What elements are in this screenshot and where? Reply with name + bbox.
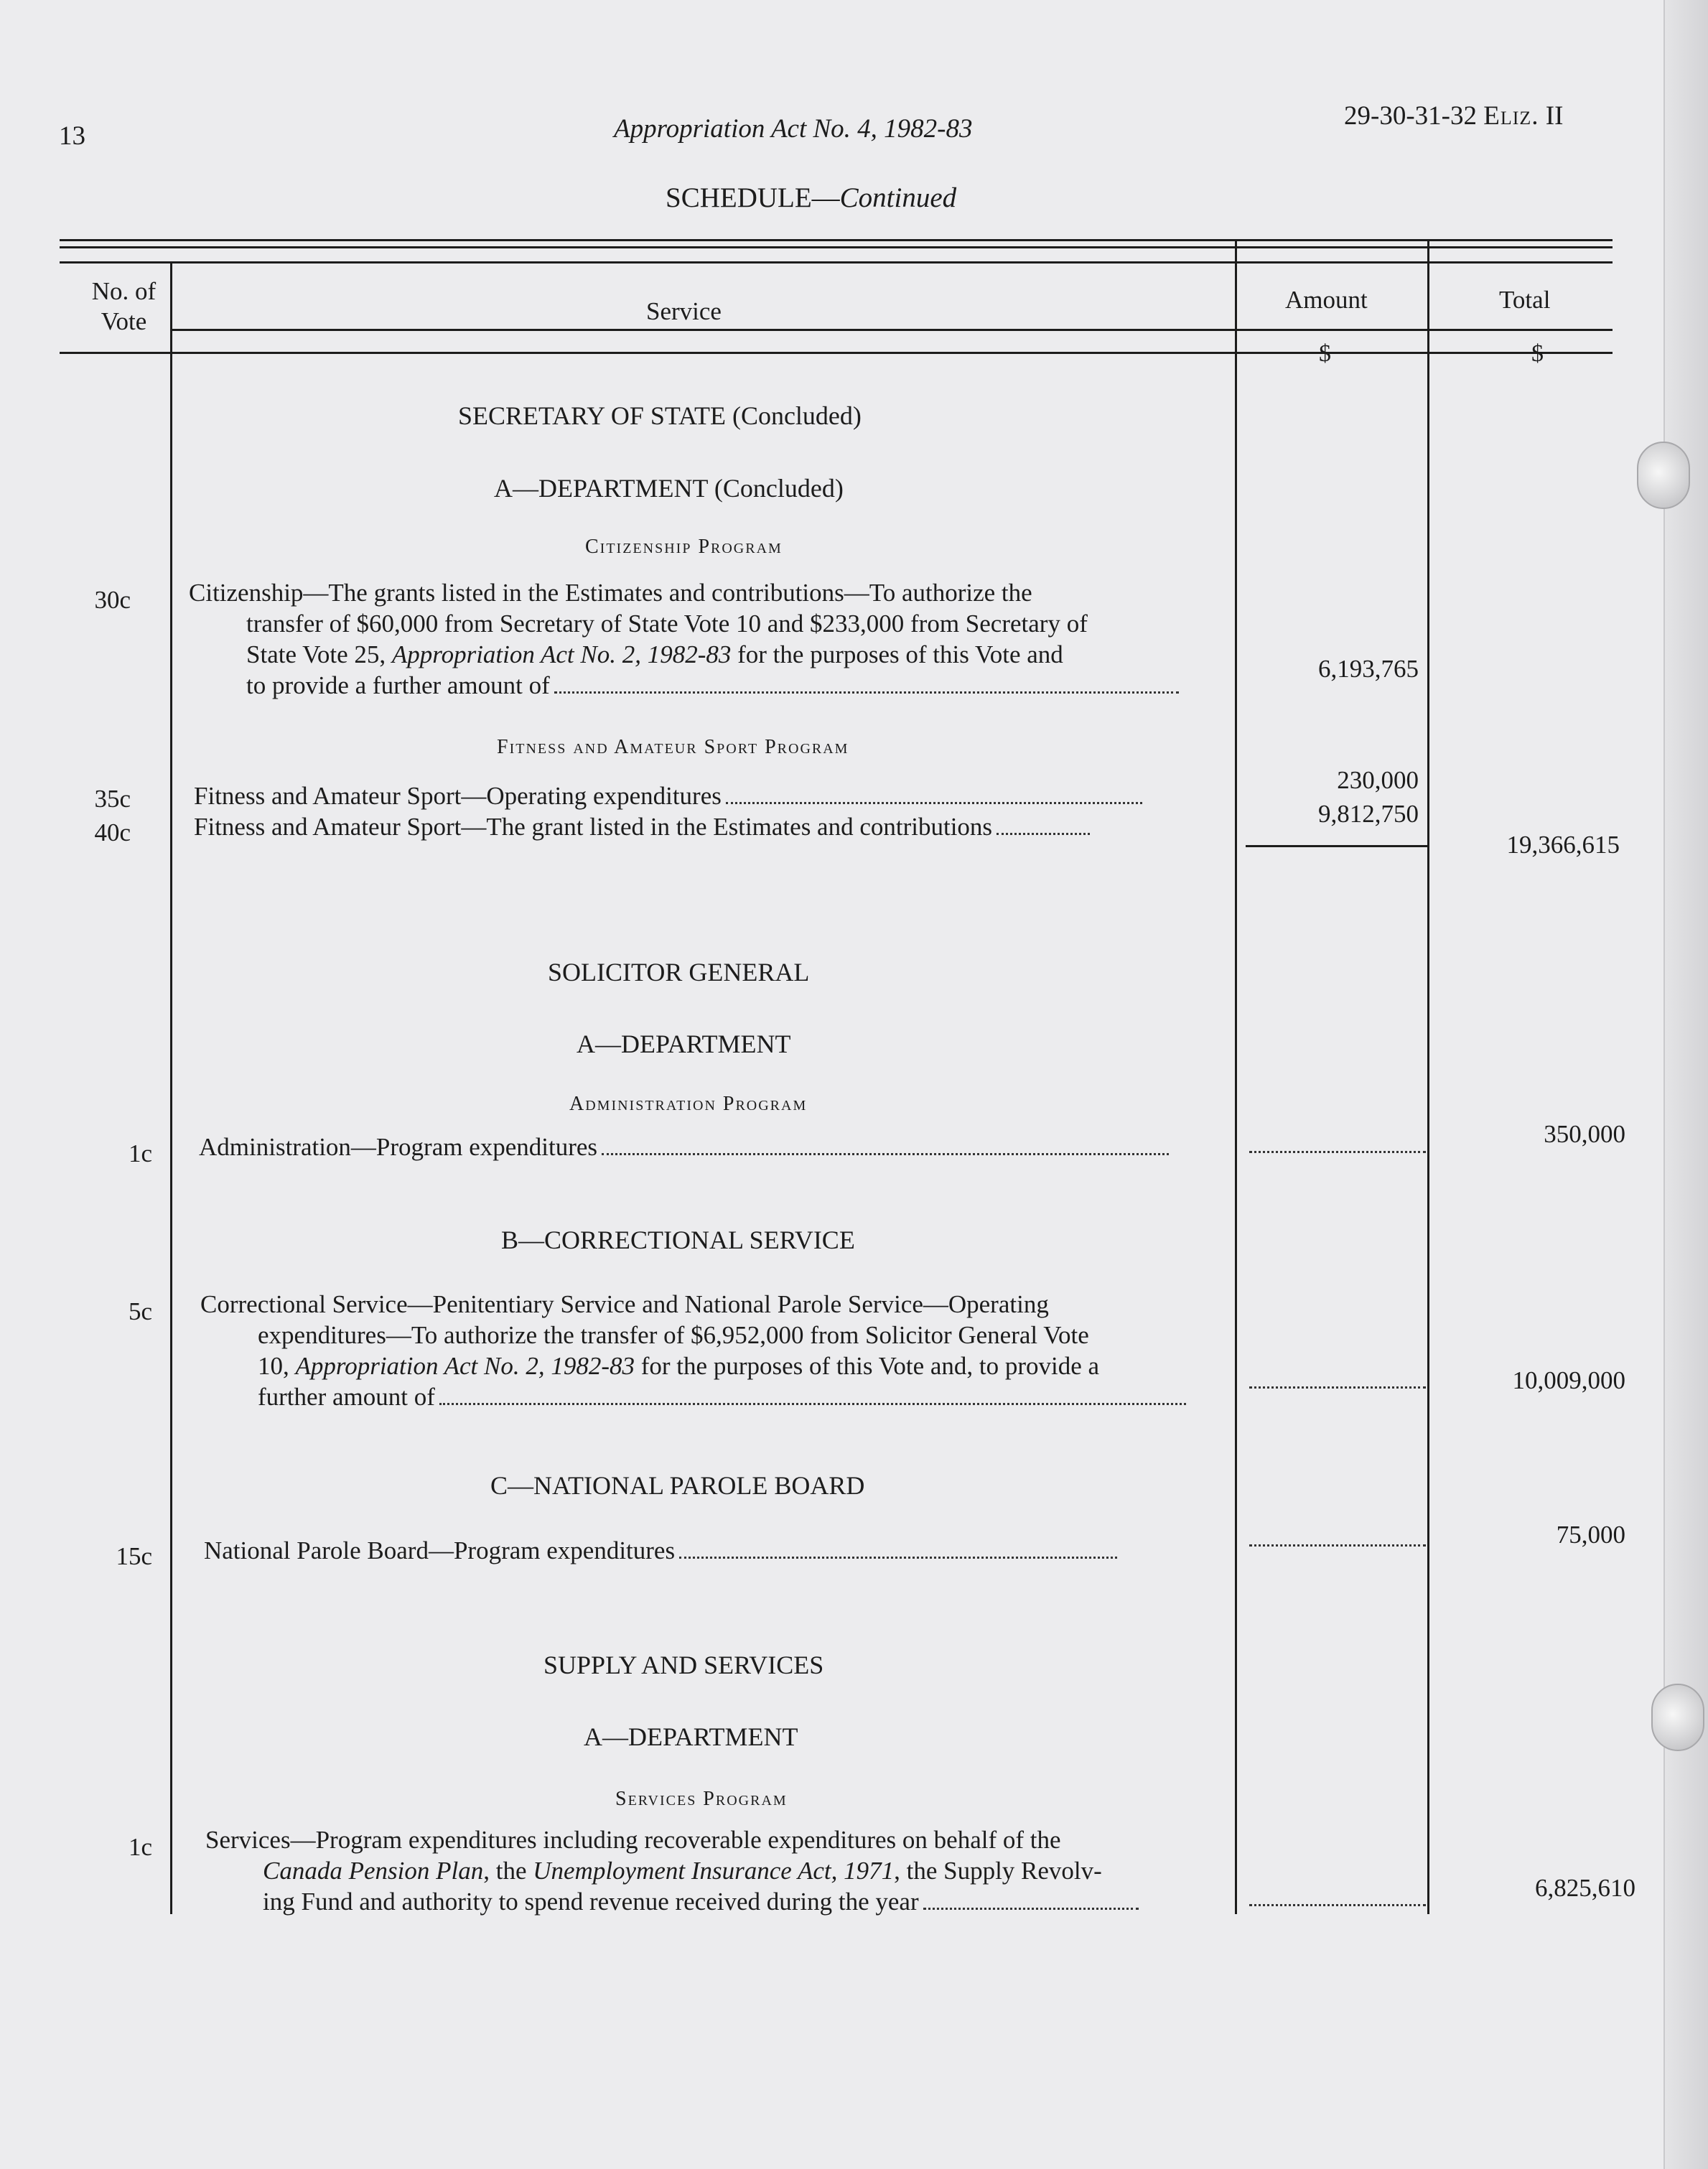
amount-leader [1249, 1544, 1426, 1547]
total-value: 19,366,615 [1506, 831, 1620, 859]
section-heading: SECRETARY OF STATE (Concluded) [458, 401, 862, 430]
column-header-amount: Amount [1285, 286, 1368, 314]
column-header-vote: No. of Vote [91, 277, 157, 335]
regnal-year: 29-30-31-32 Eliz. II [1344, 101, 1564, 131]
column-divider-vote [170, 263, 172, 1914]
vote-number: 1c [128, 1139, 152, 1167]
subsection-heading: A—DEPARTMENT (Concluded) [494, 474, 844, 503]
subsection-heading: A—DEPARTMENT [577, 1030, 791, 1058]
section-heading: SUPPLY AND SERVICES [543, 1651, 824, 1679]
total-value: 75,000 [1556, 1521, 1625, 1549]
column-header-total: Total [1499, 286, 1551, 314]
vote-description: Services—Program expenditures including recoverable expenditures on behalf of the Canada Pension Plan, the Unemployment Insurance Act, 1971, the Supply Revolv- ing Fund and authority to spend revenue received during the year [205, 1824, 1239, 1917]
amount-value: 6,193,765 [1318, 655, 1419, 683]
vote-description: Correctional Service—Penitentiary Service and National Parole Service—Operating expenditures—To authorize the transfer of $6,952,000 from Solicitor General Vote 10, Appropriation Act No. 2, 1982-83 for the purposes of this Vote and, to provide a further amount of [200, 1289, 1234, 1412]
table-top-rule-2 [60, 246, 1613, 248]
column-divider-total [1427, 241, 1429, 1914]
total-unit: $ [1531, 340, 1544, 367]
program-heading: Administration Program [569, 1093, 808, 1115]
schedule-title: SCHEDULE—Continued [666, 182, 957, 213]
table-header-under-rule [170, 329, 1613, 331]
vote-description: National Parole Board—Program expenditures [204, 1535, 1238, 1566]
vote-number: 5c [128, 1297, 152, 1325]
vote-description: Citizenship—The grants listed in the Estimates and contributions—To authorize the transfer of $60,000 from Secretary of State Vote 10 and $233,000 from Secretary of State Vote 25, Appropriation Act No. 2, 1982-83 for the purposes of this Vote and to provide a further amount of [189, 577, 1223, 701]
table-body-rule [60, 352, 1613, 354]
amount-unit: $ [1319, 340, 1331, 367]
subsection-heading: C—NATIONAL PAROLE BOARD [490, 1471, 865, 1500]
vote-number: 40c [94, 818, 131, 846]
amount-leader [1249, 1386, 1426, 1389]
column-divider-amount [1235, 241, 1237, 1914]
page-edge [1663, 0, 1708, 2169]
program-heading: Citizenship Program [585, 536, 783, 558]
amount-leader [1249, 1904, 1426, 1906]
vote-number: 15c [116, 1542, 152, 1570]
table-top-rule [60, 239, 1613, 241]
amount-leader [1249, 1151, 1426, 1153]
binder-ring-hole [1637, 442, 1690, 509]
vote-description: Administration—Program expenditures [199, 1132, 1233, 1162]
column-header-service: Service [646, 297, 722, 325]
vote-description: Fitness and Amateur Sport—Operating expenditures [194, 780, 1228, 811]
vote-number: 35c [94, 785, 131, 813]
section-heading: SOLICITOR GENERAL [548, 958, 810, 986]
subsection-heading: A—DEPARTMENT [584, 1722, 798, 1751]
vote-number: 30c [94, 586, 131, 614]
page-title: Appropriation Act No. 4, 1982-83 [614, 114, 973, 144]
amount-value: 230,000 [1337, 766, 1419, 794]
binder-ring-hole [1651, 1684, 1704, 1751]
vote-number: 1c [128, 1833, 152, 1861]
page-number: 13 [59, 121, 85, 151]
amount-value: 9,812,750 [1318, 800, 1419, 828]
program-heading: Services Program [615, 1788, 788, 1810]
subsection-heading: B—CORRECTIONAL SERVICE [501, 1226, 855, 1254]
program-heading: Fitness and Amateur Sport Program [497, 736, 849, 758]
total-value: 10,009,000 [1512, 1366, 1625, 1394]
vote-description: Fitness and Amateur Sport—The grant listed in the Estimates and contributions [194, 811, 1228, 842]
subtotal-rule [1246, 845, 1428, 847]
table-header-rule [60, 261, 1613, 263]
total-value: 350,000 [1544, 1120, 1625, 1148]
total-value: 6,825,610 [1535, 1874, 1635, 1902]
